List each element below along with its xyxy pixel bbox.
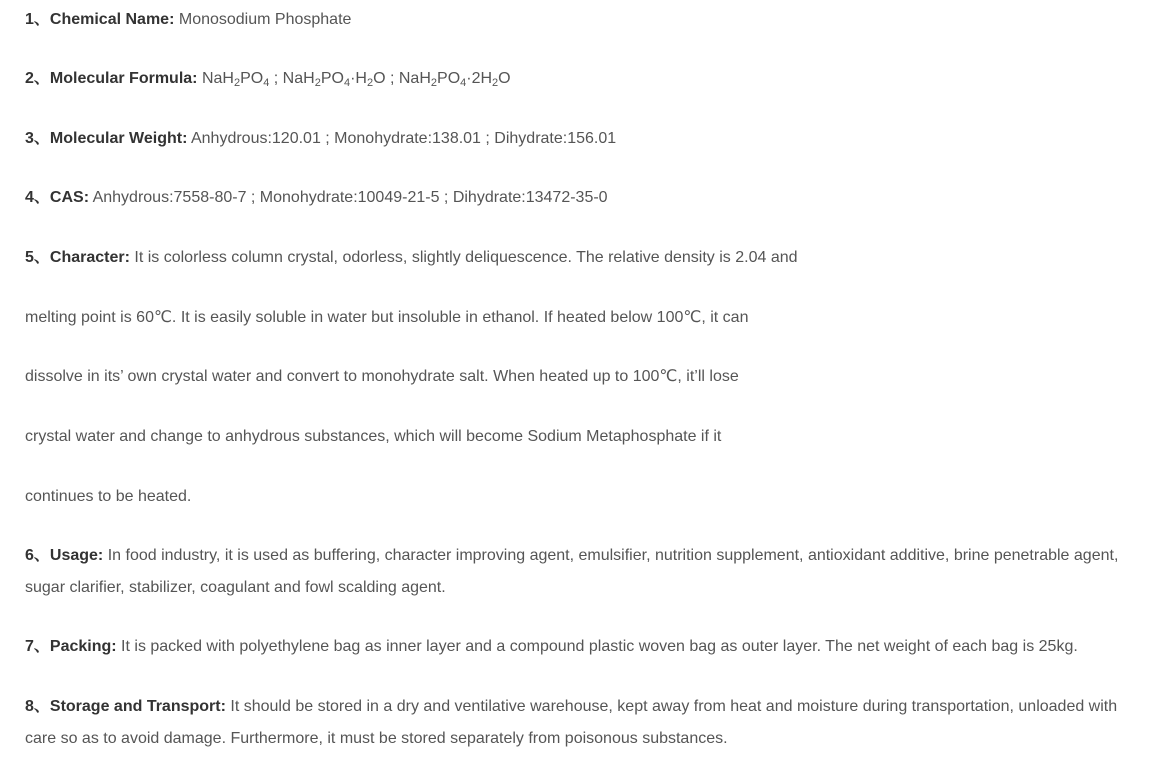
spec-value: Anhydrous:120.01 ; Monohydrate:138.01 ; Dihydrate:156.01 xyxy=(190,130,617,147)
spec-value: In food industry, it is used as buffering, character improving agent, emulsifier, nutrition supplement, antioxidant additive, brine penetrable agent, xyxy=(107,547,1119,564)
spec-usage-line-2: sugar clarifier, stabilizer, coagulant and fowl scalding agent. xyxy=(25,579,446,596)
spec-number: 3、 xyxy=(25,130,50,147)
spec-label: Chemical Name: xyxy=(49,11,175,28)
spec-value: It is colorless column crystal, odorless, slightly deliquescence. The relative density is 2.04 and xyxy=(134,249,798,266)
spec-chemical-name xyxy=(25,10,351,30)
spec-number: 6、 xyxy=(25,547,50,564)
spec-label: Character: xyxy=(49,249,130,266)
spec-character-line-2: melting point is 60℃. It is easily soluble in water but insoluble in ethanol. If heated below 100℃, it can xyxy=(25,309,749,326)
spec-value: It should be stored in a dry and ventilative warehouse, kept away from heat and moisture during transportation, unloaded with xyxy=(230,698,1118,715)
spec-label: CAS: xyxy=(49,189,90,206)
spec-molecular-formula xyxy=(25,69,511,89)
spec-character xyxy=(25,248,798,268)
spec-number: 4、 xyxy=(25,189,50,206)
spec-number: 5、 xyxy=(25,249,50,266)
spec-value: It is packed with polyethylene bag as inner layer and a compound plastic woven bag as outer layer. The net weight of each bag is 25kg. xyxy=(121,638,1078,655)
spec-number: 2、 xyxy=(25,70,50,87)
spec-value: Anhydrous:7558-80-7 ; Monohydrate:10049-21-5 ; Dihydrate:13472-35-0 xyxy=(92,189,608,206)
spec-usage xyxy=(25,546,1118,566)
spec-cas xyxy=(25,188,608,208)
spec-storage-line-2: care so as to avoid damage. Furthermore, it must be stored separately from poisonous substances. xyxy=(25,730,728,747)
spec-number: 1、 xyxy=(25,11,50,28)
spec-label: Packing: xyxy=(49,638,117,655)
spec-label: Usage: xyxy=(49,547,104,564)
spec-label: Molecular Formula: xyxy=(49,70,198,87)
spec-packing xyxy=(25,637,1078,657)
spec-character-line-5: continues to be heated. xyxy=(25,488,192,505)
spec-label: Storage and Transport: xyxy=(49,698,226,715)
spec-character-line-4: crystal water and change to anhydrous substances, which will become Sodium Metaphosphate if it xyxy=(25,428,722,445)
spec-molecular-weight xyxy=(25,129,616,149)
spec-label: Molecular Weight: xyxy=(49,130,188,147)
spec-number: 7、 xyxy=(25,638,50,655)
spec-character-line-3: dissolve in its’ own crystal water and convert to monohydrate salt. When heated up to 100℃, it’ll lose xyxy=(25,368,739,385)
spec-storage-transport xyxy=(25,697,1117,717)
formula-value: $NaH_2PO_4$ ; $NaH_2PO_4\cdot H_2O$ ; $NaH_2PO_4\cdot 2H_2O$ xyxy=(201,70,511,89)
spec-number: 8、 xyxy=(25,698,50,715)
spec-value: Monosodium Phosphate xyxy=(178,11,352,28)
